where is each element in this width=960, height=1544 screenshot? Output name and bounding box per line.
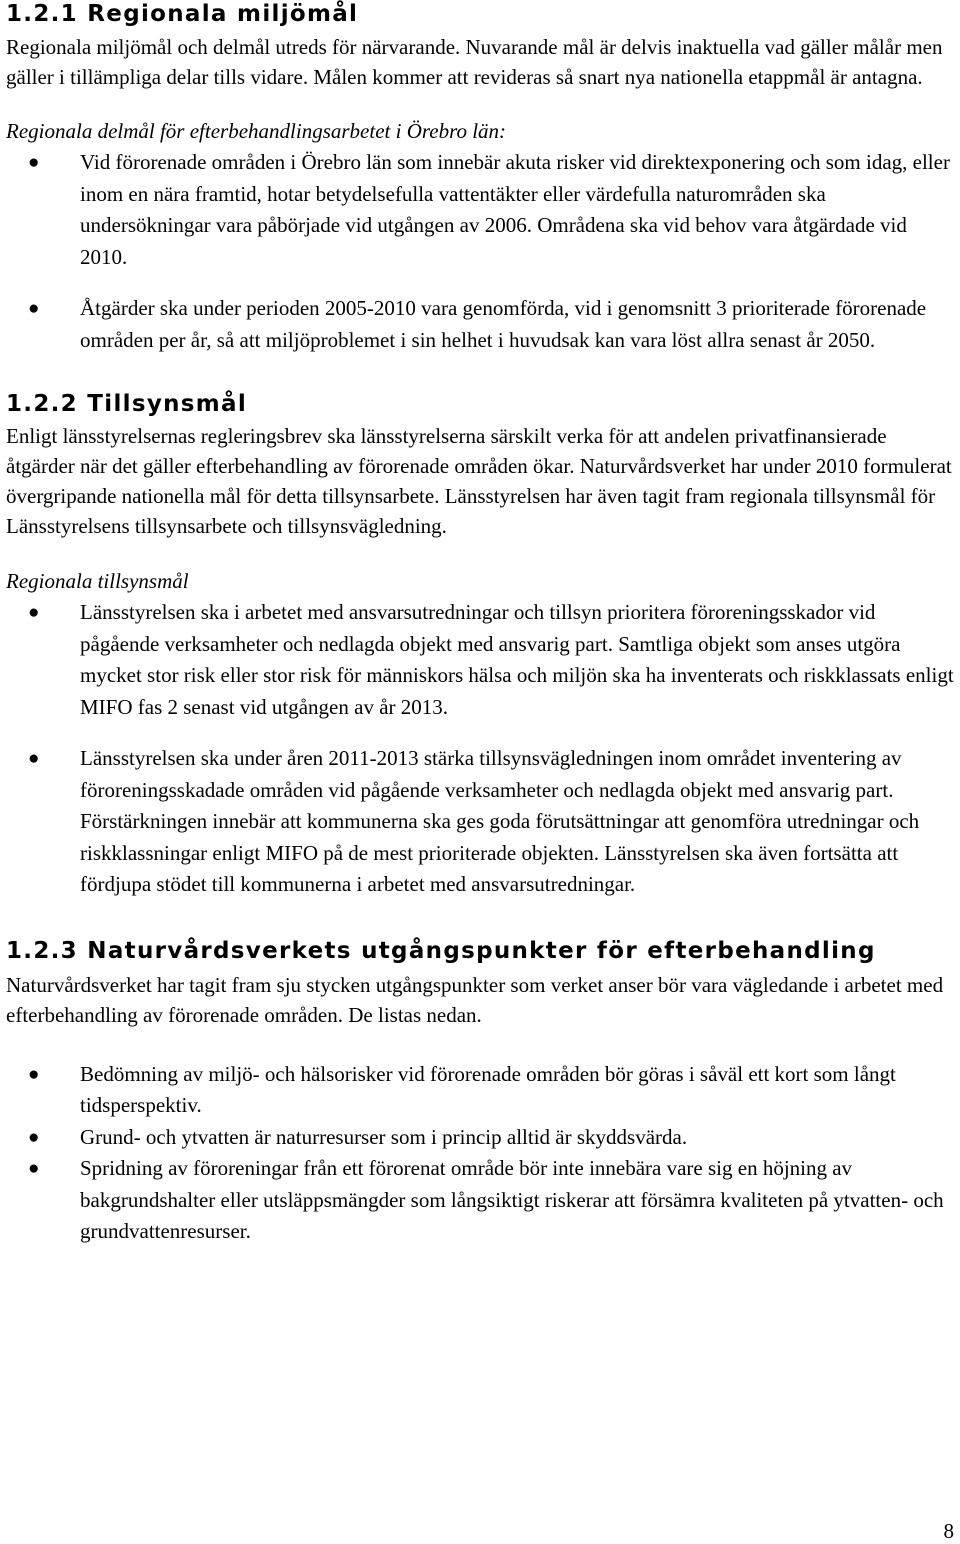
bullet-icon: ●	[28, 1063, 40, 1085]
list-item-text: Spridning av föroreningar från ett förorenat område bör inte innebära vare sig en höjning av bakgrundshalter eller utsläppsmängder som långsiktigt riskerar att försämra kvaliteten på ytvatten- och grundvattenresurser.	[80, 1156, 944, 1243]
list-item-text: Länsstyrelsen ska i arbetet med ansvarsutredningar och tillsyn prioritera föroreningsskador vid pågående verksamheter och nedlagda objekt med ansvarig part. Samtliga objekt som anses utgöra mycket stor risk eller stor risk för människors hälsa och miljön ska ha inventerats och riskklassats enligt MIFO fas 2 senast vid utgången av år 2013.	[80, 600, 954, 719]
section-intro-paragraph: Enligt länsstyrelsernas regleringsbrev ska länsstyrelserna särskilt verka för att andelen privatfinansierade åtgärder när det gäller efterbehandling av förorenade områden ökar. Naturvårdsverket har under 2010 formulerat övergripande nationella mål för detta tillsynsarbete. Länsstyrelsen har även tagit fram regionala tillsynsmål för Länsstyrelsens tillsynsarbete och tillsynsvägledning.	[6, 424, 952, 538]
list-item	[6, 147, 956, 273]
list-item-text: Grund- och ytvatten är naturresurser som i princip alltid är skyddsvärda.	[80, 1124, 688, 1149]
section-intro-paragraph: Naturvårdsverket har tagit fram sju stycken utgångspunkter som verket anser bör vara vägledande i arbetet med efterbehandling av förorenade områden. De listas nedan.	[6, 972, 944, 1027]
page-number: 8	[943, 1519, 954, 1543]
section-heading-naturvardsverkets-utgangspunkter: 1.2.3 Naturvårdsverkets utgångspunkter för efterbehandling	[6, 937, 876, 964]
bullet-list-utgangspunkter	[6, 1059, 956, 1248]
list-item	[6, 293, 956, 356]
list-item-text: Länsstyrelsen ska under åren 2011-2013 stärka tillsynsvägledningen inom området inventering av föroreningsskadade områden vid pågående verksamheter och nedlagda objekt med ansvarig part. Förstärkningen innebär att kommunerna ska ges goda förutsättningar att genomföra utredningar och riskklassningar enligt MIFO på de mest prioriterade objekten. Länsstyrelsen ska även fortsätta att fördjupa stödet till kommunerna i arbetet med ansvarsutredningar.	[80, 746, 920, 896]
list-item-text: Bedömning av miljö- och hälsorisker vid förorenade områden bör göras i såväl ett kort som långt tidsperspektiv.	[80, 1061, 896, 1117]
section-heading-tillsynsmal: 1.2.2 Tillsynsmål	[6, 391, 248, 417]
list-item	[6, 1122, 956, 1154]
bullet-icon: ●	[28, 1126, 40, 1148]
section-heading-regionala-miljomal: 1.2.1 Regionala miljömål	[6, 1, 359, 27]
section-intro-paragraph: Regionala miljömål och delmål utreds för närvarande. Nuvarande mål är delvis inaktuella vad gäller målår men gäller i tillämpliga delar tills vidare. Målen kommer att revideras så snart nya nationella etappmål är antagna.	[6, 35, 943, 89]
bullet-icon: ●	[28, 1158, 40, 1179]
document-page	[6, 0, 956, 1248]
bullet-icon: ●	[28, 602, 40, 623]
list-item	[6, 743, 956, 901]
subheading-regionala-tillsynsmal: Regionala tillsynsmål	[6, 569, 189, 593]
list-item	[6, 1059, 956, 1122]
bullet-icon: ●	[28, 298, 40, 319]
bullet-list-tillsynsmal	[6, 597, 956, 901]
list-item-text: Vid förorenade områden i Örebro län som innebär akuta risker vid direktexponering och som idag, eller inom en nära framtid, hotar betydelsefulla vattentäkter eller värdefulla naturområden ska undersökningar vara påbörjade vid utgången av 2006. Områdena ska vid behov vara åtgärdade vid 2010.	[80, 150, 950, 269]
list-item	[6, 597, 956, 723]
bullet-icon: ●	[28, 152, 40, 173]
list-item	[6, 1153, 956, 1248]
subheading-regionala-delmal: Regionala delmål för efterbehandlingsarbetet i Örebro län:	[6, 119, 507, 143]
bullet-list-delmal	[6, 147, 956, 356]
list-item-text: Åtgärder ska under perioden 2005-2010 vara genomförda, vid i genomsnitt 3 prioriterade förorenade områden per år, så att miljöproblemet i sin helhet i huvudsak kan vara löst allra senast år 2050.	[80, 296, 927, 352]
bullet-icon: ●	[28, 748, 40, 769]
